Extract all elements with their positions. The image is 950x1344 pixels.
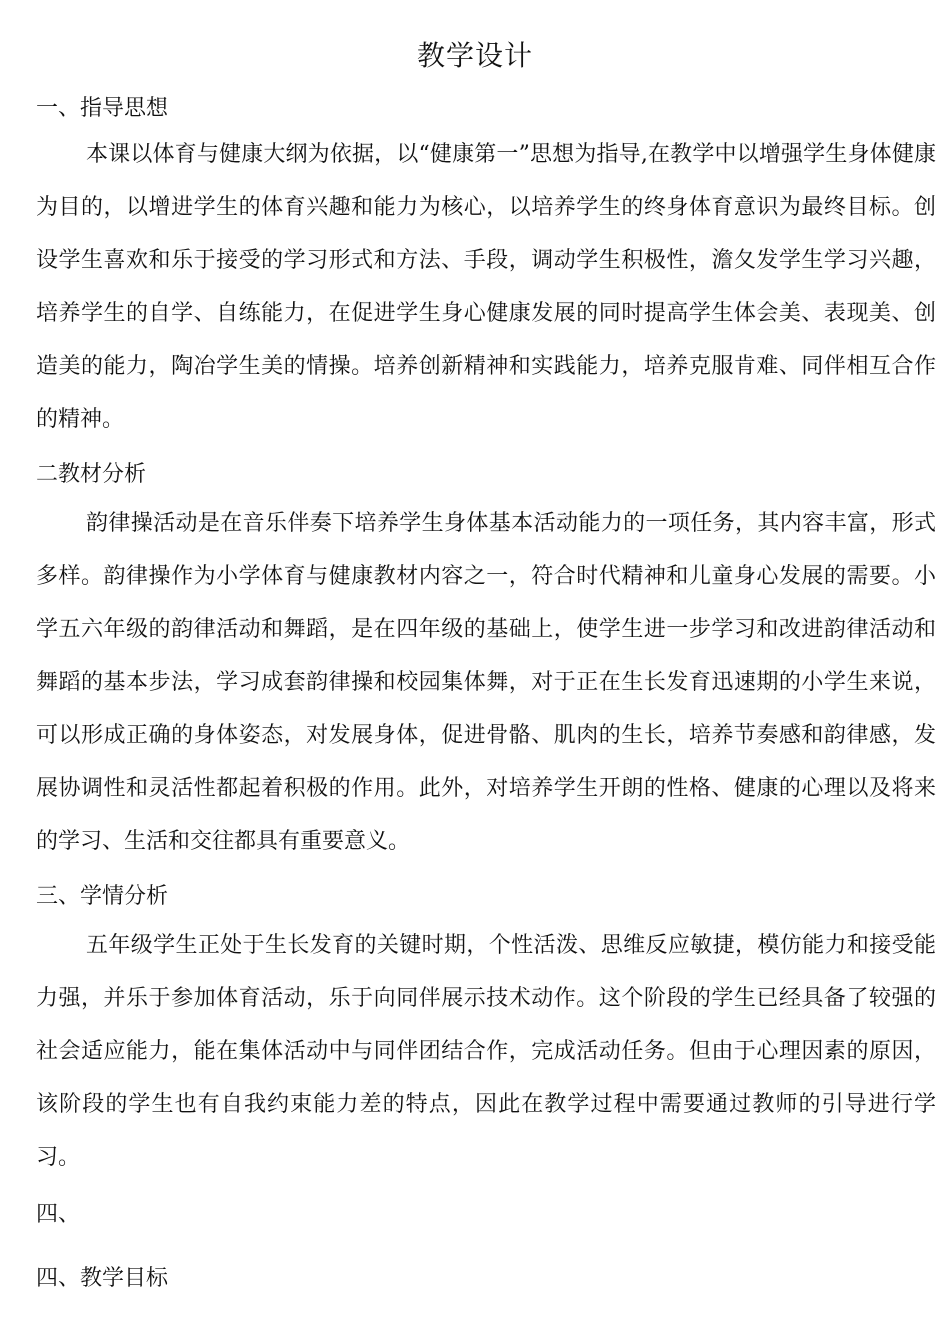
document-title: 教学设计 — [416, 39, 533, 72]
section-heading-teaching-objectives: 四、教学目标 — [36, 1266, 169, 1291]
section-heading-textbook-analysis: 二教材分析 — [36, 462, 147, 487]
section-heading-four-empty: 四、 — [36, 1202, 81, 1227]
section-heading-guiding-ideology: 一、指导思想 — [36, 96, 169, 121]
section-paragraph-textbook-analysis: 韵律操活动是在音乐伴奏下培养学生身体基本活动能力的一项任务，其内容丰富，形式多样。韵律操作为小学体育与健康教材内容之一，符合时代精神和儿童身心发展的需要。小学五六年级的韵律活动和舞蹈，是在四年级的基础上，使学生进一步学习和改进韵律活动和舞蹈的基本步法，学习成套韵律操和校园集体舞，对于正在生长发育迅速期的小学生来说，可以形成正确的身体姿态，对发展身体，促进骨骼、肌肉的生长，培养节奏感和韵律感，发展协调性和灵活性都起着积极的作用。此外，对培养学生开朗的性格、健康的心理以及将来的学习、生活和交往都具有重要意义。 — [36, 511, 936, 854]
section-paragraph-guiding-ideology: 本课以体育与健康大纲为依据，以“健康第一”思想为指导,在教学中以增强学生身体健康为目的，以增进学生的体育兴趣和能力为核心，以培养学生的终身体育意识为最终目标。创设学生喜欢和乐于接受的学习形式和方法、手段，调动学生积极性，澹夂发学生学习兴趣，培养学生的自学、自练能力，在促进学生身心健康发展的同时提高学生体会美、表现美、创造美的能力，陶冶学生美的情操。培养创新精神和实践能力，培养克服肯难、同伴相互合作的精神。 — [36, 142, 936, 432]
section-paragraph-learner-analysis: 五年级学生正处于生长发育的关键时期，个性活泼、思维反应敏捷，模仿能力和接受能力强，并乐于参加体育活动，乐于向同伴展示技术动作。这个阶段的学生已经具备了较强的社会适应能力，能在集体活动中与同伴团结合作，完成活动任务。但由于心理因素的原因，该阶段的学生也有自我约束能力差的特点，因此在教学过程中需要通过教师的引导进行学习。 — [36, 933, 936, 1170]
section-heading-learner-analysis: 三、学情分析 — [36, 884, 169, 909]
